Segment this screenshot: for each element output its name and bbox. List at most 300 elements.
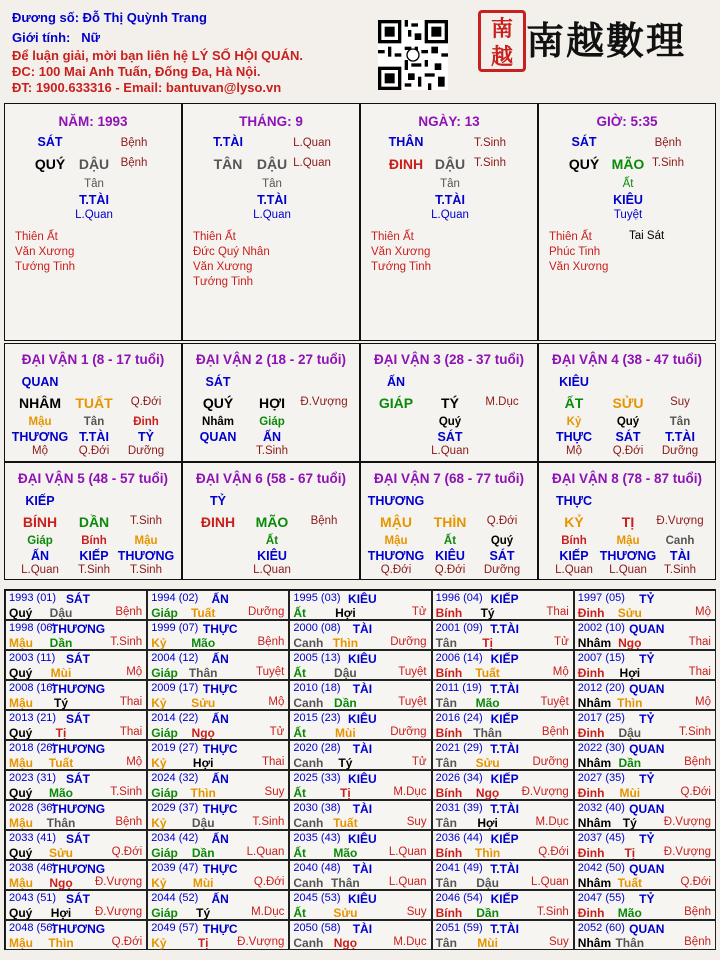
hidden-phase: Tuyệt <box>613 209 643 221</box>
heavenly-stem: MẬU <box>380 514 412 530</box>
ten-god-label: SÁT <box>66 892 90 906</box>
phase-label: Thai <box>262 756 285 768</box>
earthly-branch: Thân <box>188 666 218 680</box>
year-label: 2037 (45) <box>577 832 625 844</box>
ten-god-label: TÀI <box>352 682 373 696</box>
dai-van-panel <box>538 343 716 462</box>
ten-god-label: KIẾP <box>25 494 55 508</box>
hidden-ten-god: TÀI <box>669 549 691 563</box>
heavenly-stem: Canh <box>293 816 324 830</box>
ten-god-label: KIÊU <box>348 712 377 726</box>
ten-god-label: T.TÀI <box>490 802 519 816</box>
year-cell <box>5 590 147 620</box>
year-label: 2048 (56) <box>9 922 57 934</box>
contact-note: Để luận giải, mời bạn liên hệ LÝ SỐ HỘI QUÁN. <box>12 48 303 63</box>
phase-label: Q.Đới <box>538 846 569 858</box>
heavenly-stem: Nhâm <box>577 696 612 710</box>
heavenly-stem: Kỷ <box>151 816 167 830</box>
earthly-branch: Hợi <box>50 906 72 920</box>
hidden-ten-god: KIẾP <box>79 549 109 563</box>
phase-label: Đ.Vượng <box>94 906 143 918</box>
pillar-title: NĂM: 1993 <box>58 114 128 129</box>
owner-label: Đương số: <box>12 10 80 25</box>
heavenly-stem: QUÝ <box>202 395 234 411</box>
gender-label: Giới tính: <box>12 30 71 45</box>
earthly-branch: Thìn <box>48 936 74 950</box>
earthly-branch: Thìn <box>617 696 643 710</box>
phase-label: Tử <box>554 636 569 648</box>
hidden-ten-god: THƯƠNG <box>117 549 175 563</box>
heavenly-stem: Canh <box>293 696 324 710</box>
hidden-stem: Quý <box>616 416 640 428</box>
hidden-phase: Q.Đới <box>612 445 644 457</box>
heavenly-stem: Ất <box>293 726 307 740</box>
hidden-ten-god: KIÊU <box>257 549 287 563</box>
year-label: 2032 (40) <box>577 802 625 814</box>
hidden-phase: L.Quan <box>75 209 113 221</box>
year-label: 2030 (38) <box>293 802 341 814</box>
phase-label: Tuyệt <box>398 666 427 678</box>
phase-label: Q.Đới <box>680 786 711 798</box>
hidden-stem: Canh <box>665 535 695 547</box>
hidden-stem: Tân <box>83 416 105 428</box>
earthly-branch: TÝ <box>441 395 459 411</box>
phase-label: Thai <box>546 606 569 618</box>
dai-van-panel <box>182 343 360 462</box>
year-label: 1994 (02) <box>151 592 199 604</box>
ten-god-label: T.TÀI <box>213 135 243 149</box>
year-cell <box>432 740 574 770</box>
phase-label: Bệnh <box>310 515 338 527</box>
ten-god-label: TÀI <box>352 622 373 636</box>
hidden-stem: Tân <box>84 178 104 190</box>
phase-label: Tuyệt <box>398 696 427 708</box>
year-label: 2013 (21) <box>9 712 57 724</box>
hidden-stem: Mậu <box>616 535 640 547</box>
ten-god-label: KIÊU <box>348 832 377 846</box>
phase-label: Q.Đới <box>130 396 162 408</box>
special-star: Tai Sát <box>629 230 665 242</box>
ten-god-label: QUAN <box>629 682 665 696</box>
hidden-stem: Ất <box>443 535 457 547</box>
year-cell <box>574 830 716 860</box>
phase-label: L.Quan <box>388 876 427 888</box>
year-label: 2040 (48) <box>293 862 341 874</box>
ten-god-label: THƯƠNG <box>50 862 106 876</box>
phase-label: Mộ <box>268 696 285 708</box>
dai-van-title: ĐẠI VẬN 4 (38 - 47 tuổi) <box>551 352 703 367</box>
year-label: 2035 (43) <box>293 832 341 844</box>
heavenly-stem: Mậu <box>9 936 33 950</box>
yearly-grid <box>4 589 716 950</box>
star-item: Tướng Tinh <box>371 261 431 273</box>
year-cell <box>147 740 289 770</box>
year-cell <box>5 740 147 770</box>
year-cell <box>289 680 431 710</box>
year-cell <box>574 590 716 620</box>
year-cell <box>289 920 431 950</box>
ten-god-label: THỰC <box>202 862 238 876</box>
phase-label: Q.Đới <box>111 936 143 948</box>
star-item: Văn Xương <box>549 261 609 273</box>
pillar-panel <box>360 103 538 341</box>
year-cell <box>147 770 289 800</box>
ten-god-label: TỶ <box>639 832 655 846</box>
hidden-ten-god: THỰC <box>555 430 593 444</box>
year-cell <box>574 680 716 710</box>
ten-god-label: QUAN <box>629 922 665 936</box>
hidden-ten-god: KIÊU <box>435 549 465 563</box>
year-cell <box>432 620 574 650</box>
owner-line <box>12 10 207 26</box>
hidden-phase: L.Quan <box>431 445 469 457</box>
year-label: 1995 (03) <box>293 592 341 604</box>
phase-label: Q.Đới <box>111 846 143 858</box>
earthly-branch: Thìn <box>474 846 501 860</box>
phase-label: Đ.Vượng <box>237 936 285 948</box>
year-label: 2017 (25) <box>577 712 625 724</box>
phase-label: M.Dục <box>485 396 519 408</box>
phase-label: Tử <box>269 726 285 738</box>
ten-god-label: THƯƠNG <box>50 742 106 756</box>
year-label: 1999 (07) <box>151 622 199 634</box>
phase-label: Dưỡng <box>532 756 569 768</box>
star-list <box>15 230 75 275</box>
ten-god-label: QUAN <box>629 862 665 876</box>
heavenly-stem: Giáp <box>151 846 178 860</box>
heavenly-stem: Kỷ <box>151 876 167 890</box>
star-item: Tướng Tinh <box>15 261 75 273</box>
phase-label: M.Dục <box>535 816 569 828</box>
heavenly-stem: Bính <box>435 606 463 620</box>
year-cell <box>5 650 147 680</box>
heavenly-stem: Nhâm <box>577 636 612 650</box>
year-cell <box>289 740 431 770</box>
hidden-stem: Tân <box>262 178 282 190</box>
heavenly-stem: Nhâm <box>577 876 612 890</box>
ten-god-label: TỶ <box>639 772 655 786</box>
earthly-branch: Tị <box>197 936 209 950</box>
heavenly-stem: Mậu <box>9 756 33 770</box>
star-item: Phúc Tinh <box>549 246 601 258</box>
heavenly-stem: Tân <box>435 636 457 650</box>
hidden-ten-god: T.TÀI <box>79 430 109 444</box>
earthly-branch: Ngọ <box>475 786 500 800</box>
year-cell <box>147 710 289 740</box>
qr-code-icon[interactable] <box>378 20 448 90</box>
dai-van-title: ĐẠI VẬN 7 (68 - 77 tuổi) <box>373 471 525 486</box>
ten-god-label: KIÊU <box>348 772 377 786</box>
year-label: 2011 (19) <box>435 682 482 694</box>
year-label: 2039 (47) <box>151 862 199 874</box>
year-cell <box>432 770 574 800</box>
hidden-phase: Q.Đới <box>380 564 412 576</box>
year-label: 1998 (06) <box>9 622 57 634</box>
ten-god-label: KIẾP <box>490 772 519 786</box>
heavenly-stem: Canh <box>293 876 324 890</box>
earthly-branch: Sửu <box>48 846 74 860</box>
ten-god-label: TỶ <box>639 592 655 606</box>
hidden-ten-god: THƯƠNG <box>367 549 425 563</box>
heavenly-stem: Mậu <box>9 696 33 710</box>
earthly-branch: Mão <box>475 696 500 710</box>
ten-god-label: SÁT <box>66 832 90 846</box>
year-label: 2004 (12) <box>151 652 199 664</box>
ten-god-label: QUAN <box>21 375 59 389</box>
earthly-branch: Mão <box>333 846 358 860</box>
earthly-branch: Thân <box>615 936 645 950</box>
year-label: 2044 (52) <box>151 892 199 904</box>
year-cell <box>432 710 574 740</box>
year-label: 2047 (55) <box>577 892 625 904</box>
phase-label: Mộ <box>552 666 569 678</box>
heavenly-stem: Quý <box>9 906 33 920</box>
heavenly-stem: Bính <box>435 666 463 680</box>
year-cell <box>432 830 574 860</box>
header <box>0 0 720 100</box>
earthly-branch: Tuất <box>475 666 500 680</box>
heavenly-stem: Quý <box>9 726 33 740</box>
phase-label: Dưỡng <box>390 636 427 648</box>
dai-van-panel <box>4 343 182 462</box>
address-line: ĐC: 100 Mai Anh Tuấn, Đống Đa, Hà Nội. <box>12 64 261 79</box>
earthly-branch: HỢI <box>259 395 285 411</box>
star-list <box>193 230 270 290</box>
phase-label: L.Quan <box>388 846 427 858</box>
earthly-branch: THÌN <box>433 514 467 530</box>
year-cell <box>574 620 716 650</box>
phase-label: Thai <box>688 666 711 678</box>
year-label: 2021 (29) <box>435 742 483 754</box>
year-label: 2001 (09) <box>435 622 483 634</box>
year-label: 2007 (15) <box>577 652 625 664</box>
year-label: 2005 (13) <box>293 652 341 664</box>
ten-god-label: THỰC <box>202 742 238 756</box>
year-label: 2027 (35) <box>577 772 625 784</box>
phase-label: Tử <box>411 606 427 618</box>
hidden-stem: Nhâm <box>202 416 234 428</box>
earthly-branch: Dậu <box>334 666 357 680</box>
hidden-ten-god: T.TÀI <box>435 193 465 207</box>
earthly-branch: Tuất <box>48 756 74 770</box>
dai-van-panel <box>538 462 716 580</box>
year-label: 2043 (51) <box>9 892 57 904</box>
heavenly-stem: ĐINH <box>388 156 424 172</box>
ten-god-label: KIẾP <box>490 712 519 726</box>
earthly-branch: Dậu <box>476 876 499 890</box>
owner-name: Đỗ Thị Quỳnh Trang <box>82 10 207 25</box>
hidden-phase: Dưỡng <box>127 445 165 457</box>
hidden-stem: Mậu <box>384 535 408 547</box>
hidden-ten-god: T.TÀI <box>79 193 109 207</box>
year-cell <box>432 920 574 950</box>
year-label: 1996 (04) <box>435 592 483 604</box>
heavenly-stem: Quý <box>9 846 33 860</box>
heavenly-stem: Tân <box>435 876 457 890</box>
dai-van-title: ĐẠI VẬN 8 (78 - 87 tuổi) <box>551 471 703 486</box>
year-cell <box>147 650 289 680</box>
earthly-branch: Ngọ <box>191 726 215 740</box>
heavenly-stem: Kỷ <box>151 756 167 770</box>
red-seal-logo: 南越 <box>478 10 526 72</box>
hidden-phase: Dưỡng <box>483 564 521 576</box>
year-label: 2022 (30) <box>577 742 625 754</box>
earthly-branch: Dần <box>191 846 215 860</box>
year-label: 1997 (05) <box>577 592 625 604</box>
phase-label: Mộ <box>126 756 143 768</box>
earthly-branch: TỊ <box>621 514 635 530</box>
heavenly-stem: Kỷ <box>151 636 167 650</box>
heavenly-stem: Quý <box>9 666 33 680</box>
hidden-ten-god: TỶ <box>138 430 154 444</box>
ten-god-label: QUAN <box>629 622 665 636</box>
gender-line <box>12 30 100 46</box>
phase-label: T.Sinh <box>652 157 684 169</box>
year-label: 2045 (53) <box>293 892 341 904</box>
earthly-branch: Tý <box>196 906 211 920</box>
dai-van-title: ĐẠI VẬN 6 (58 - 67 tuổi) <box>195 471 347 486</box>
ten-god-label: THỰC <box>202 622 238 636</box>
heavenly-stem: Giáp <box>151 726 178 740</box>
year-cell <box>5 920 147 950</box>
hidden-ten-god: SÁT <box>437 430 463 444</box>
year-cell <box>432 650 574 680</box>
year-label: 2031 (39) <box>435 802 483 814</box>
star-list <box>549 230 608 275</box>
hidden-ten-god: SÁT <box>489 549 515 563</box>
hidden-phase: L.Quan <box>431 209 469 221</box>
heavenly-stem: Nhâm <box>577 816 612 830</box>
heavenly-stem: Đinh <box>577 846 605 860</box>
year-label: 2002 (10) <box>577 622 625 634</box>
phase-label: Thai <box>119 726 143 738</box>
hidden-stem: Giáp <box>27 535 53 547</box>
ten-god-label: ẤN <box>386 375 406 389</box>
ten-god-label: ẤN <box>211 832 229 846</box>
heavenly-stem: ẤT <box>564 395 584 411</box>
year-label: 2012 (20) <box>577 682 625 694</box>
year-cell <box>432 890 574 920</box>
ten-god-label: SÁT <box>66 712 90 726</box>
hidden-stem: Bính <box>561 535 587 547</box>
phase-label: Dưỡng <box>248 606 285 618</box>
ten-god-label: TỶ <box>639 712 655 726</box>
phase-label: Mộ <box>695 606 711 618</box>
earthly-branch: Dần <box>618 756 642 770</box>
year-label: 2052 (60) <box>577 922 625 934</box>
heavenly-stem: Nhâm <box>577 756 612 770</box>
heavenly-stem: Đinh <box>577 726 605 740</box>
year-label: 2006 (14) <box>435 652 483 664</box>
earthly-branch: Tuất <box>617 876 643 890</box>
heavenly-stem: Canh <box>293 936 324 950</box>
phase-label: Bệnh <box>684 906 711 918</box>
year-cell <box>574 800 716 830</box>
heavenly-stem: Nhâm <box>577 936 612 950</box>
earthly-branch: Ngọ <box>618 636 642 650</box>
ten-god-label: T.TÀI <box>490 862 519 876</box>
earthly-branch: Mùi <box>335 726 356 740</box>
phase-label: T.Sinh <box>474 157 506 169</box>
earthly-branch: Dậu <box>49 606 73 620</box>
ten-god-label: THỰC <box>202 682 238 696</box>
hidden-stem: Tân <box>440 178 460 190</box>
phase-label: Bệnh <box>120 137 148 149</box>
pillar-title: GIỜ: 5:35 <box>596 114 658 129</box>
earthly-branch: Tị <box>482 636 493 650</box>
heavenly-stem: Ất <box>293 786 307 800</box>
year-cell <box>5 860 147 890</box>
earthly-branch: Ngọ <box>49 876 73 890</box>
ten-god-label: THƯƠNG <box>50 682 106 696</box>
ten-god-label: KIẾP <box>490 832 519 846</box>
earthly-branch: Mão <box>49 786 73 800</box>
year-label: 2018 (26) <box>9 742 57 754</box>
year-label: 2041 (49) <box>435 862 483 874</box>
heavenly-stem: Mậu <box>9 876 33 890</box>
heavenly-stem: Tân <box>435 936 457 950</box>
hidden-phase: T.Sinh <box>256 445 288 457</box>
year-cell <box>147 890 289 920</box>
year-label: 2033 (41) <box>9 832 57 844</box>
heavenly-stem: Giáp <box>151 606 178 620</box>
earthly-branch: Tý <box>53 696 69 710</box>
heavenly-stem: Giáp <box>151 786 178 800</box>
hidden-stem: Ất <box>622 178 634 190</box>
year-cell <box>5 680 147 710</box>
year-cell <box>147 920 289 950</box>
hidden-stem: Bính <box>81 535 107 547</box>
year-cell <box>432 590 574 620</box>
hidden-phase: Dưỡng <box>661 445 699 457</box>
ten-god-label: T.TÀI <box>490 922 519 936</box>
year-label: 2025 (33) <box>293 772 341 784</box>
hidden-ten-god: ẤN <box>30 549 50 563</box>
heavenly-stem: Tân <box>435 756 457 770</box>
year-label: 2024 (32) <box>151 772 199 784</box>
ten-god-label: KIÊU <box>348 652 377 666</box>
phase-label: Đ.Vượng <box>94 876 143 888</box>
heavenly-stem: Giáp <box>151 906 178 920</box>
earthly-branch: Ngọ <box>333 936 358 950</box>
phase-label: M.Dục <box>393 936 427 948</box>
hidden-phase: T.Sinh <box>664 564 696 576</box>
year-label: 2015 (23) <box>293 712 341 724</box>
hidden-stem: Ất <box>265 535 279 547</box>
phase-label: T.Sinh <box>536 906 569 918</box>
earthly-branch: Tý <box>338 756 353 770</box>
hidden-ten-god: QUAN <box>199 430 237 444</box>
year-label: 2016 (24) <box>435 712 483 724</box>
hidden-ten-god: THƯƠNG <box>599 549 657 563</box>
pillar-panel <box>538 103 716 341</box>
year-cell <box>289 800 431 830</box>
year-label: 2020 (28) <box>293 742 341 754</box>
phase-label: Bệnh <box>541 726 569 738</box>
ten-god-label: ẤN <box>211 592 229 606</box>
ten-god-label: KIÊU <box>348 892 377 906</box>
ten-god-label: KIẾP <box>490 652 519 666</box>
heavenly-stem: Giáp <box>151 666 178 680</box>
star-item: Thiên Ất <box>371 231 414 243</box>
hidden-stem: Kỷ <box>566 416 582 428</box>
year-cell <box>5 800 147 830</box>
hidden-stem: Đinh <box>133 416 159 428</box>
year-cell <box>289 620 431 650</box>
earthly-branch: Dậu <box>191 816 215 830</box>
ten-god-label: TỶ <box>639 892 655 906</box>
phase-label: T.Sinh <box>474 137 506 149</box>
